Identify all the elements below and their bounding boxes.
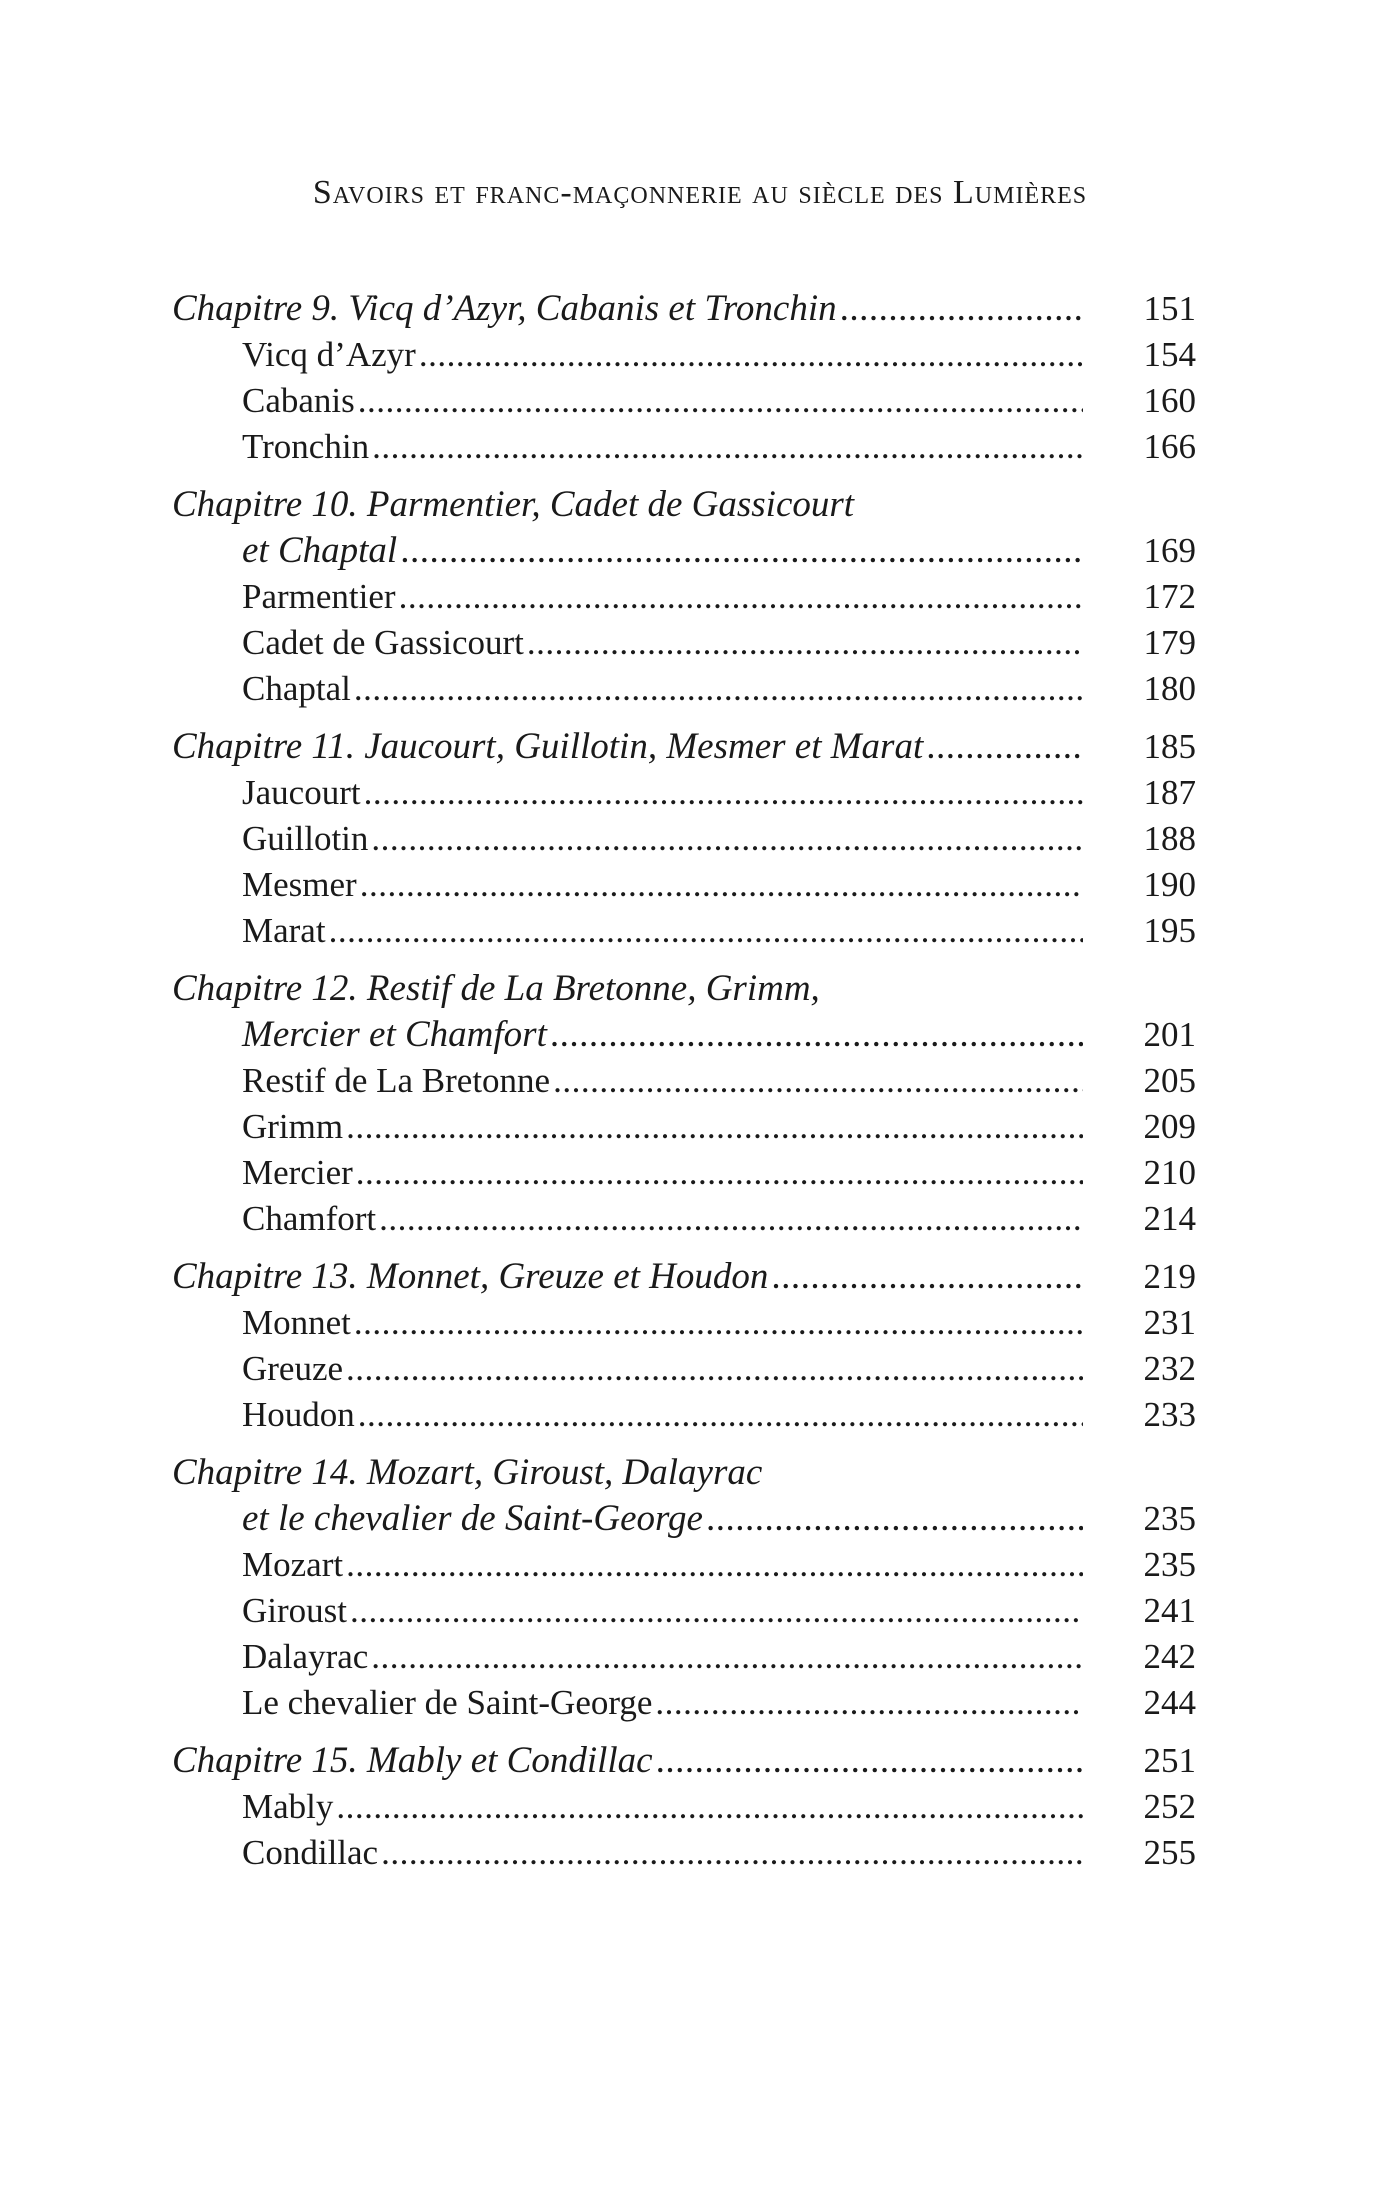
section-title: Mozart — [242, 1545, 344, 1584]
section-entry — [172, 1104, 1196, 1150]
section-page-number: 252 — [1143, 1787, 1196, 1826]
dot-leader — [419, 332, 1083, 378]
chapter-title-line — [172, 1254, 1196, 1300]
dot-leader — [379, 1196, 1083, 1242]
section-page-number: 244 — [1143, 1683, 1196, 1722]
dot-leader — [360, 862, 1083, 908]
dot-leader — [336, 1784, 1083, 1830]
section-title: Marat — [242, 911, 326, 950]
dot-leader — [354, 1300, 1083, 1346]
section-page-number: 179 — [1143, 623, 1196, 662]
section-entry — [172, 908, 1196, 954]
section-title: Monnet — [242, 1303, 351, 1342]
section-page-number: 188 — [1143, 819, 1196, 858]
chapter-entry — [172, 1738, 1196, 1876]
section-page-number: 231 — [1143, 1303, 1196, 1342]
section-entry — [172, 620, 1196, 666]
dot-leader — [926, 724, 1083, 770]
dot-leader — [350, 1588, 1083, 1634]
chapter-page-number: 169 — [1143, 531, 1196, 570]
section-page-number: 172 — [1143, 577, 1196, 616]
dot-leader — [346, 1104, 1083, 1150]
chapter-entry — [172, 724, 1196, 954]
chapter-page-number: 185 — [1143, 727, 1196, 766]
chapter-page-number: 219 — [1143, 1257, 1196, 1296]
dot-leader — [655, 1680, 1083, 1726]
section-title: Greuze — [242, 1349, 344, 1388]
section-entry — [172, 1784, 1196, 1830]
section-title: Le chevalier de Saint-George — [242, 1683, 653, 1722]
chapter-title-text: Chapitre 15. Mably et Condillac — [172, 1740, 653, 1781]
section-title: Condillac — [242, 1833, 379, 1872]
running-head: Savoirs et franc-maçonnerie au siècle des Lumières — [312, 174, 1088, 211]
section-title: Vicq d’Azyr — [242, 335, 416, 374]
dot-leader — [371, 816, 1083, 862]
chapter-title-text: et Chaptal — [242, 530, 398, 571]
section-page-number: 255 — [1143, 1833, 1196, 1872]
section-page-number: 154 — [1143, 335, 1196, 374]
section-page-number: 209 — [1143, 1107, 1196, 1146]
section-page-number: 241 — [1143, 1591, 1196, 1630]
dot-leader — [358, 1392, 1083, 1438]
dot-leader — [381, 1830, 1083, 1876]
dot-leader — [372, 424, 1083, 470]
section-title: Parmentier — [242, 577, 396, 616]
section-title: Cadet de Gassicourt — [242, 623, 524, 662]
chapter-page-number: 201 — [1143, 1015, 1196, 1054]
chapter-title-text: Mercier et Chamfort — [242, 1014, 547, 1055]
section-page-number: 233 — [1143, 1395, 1196, 1434]
section-page-number: 232 — [1143, 1349, 1196, 1388]
section-title: Giroust — [242, 1591, 347, 1630]
dot-leader — [550, 1012, 1083, 1058]
section-entry — [172, 1196, 1196, 1242]
dot-leader — [346, 1542, 1083, 1588]
section-title: Mably — [242, 1787, 334, 1826]
dot-leader — [329, 908, 1083, 954]
dot-leader — [840, 286, 1083, 332]
section-page-number: 242 — [1143, 1637, 1196, 1676]
chapter-title-line — [172, 966, 1196, 1012]
section-entry — [172, 378, 1196, 424]
section-title: Mesmer — [242, 865, 357, 904]
chapter-entry — [172, 966, 1196, 1242]
chapter-title-line — [172, 1450, 1196, 1496]
dot-leader — [553, 1058, 1083, 1104]
section-title: Chaptal — [242, 669, 351, 708]
table-of-contents — [172, 286, 1196, 1888]
chapter-title-text: Chapitre 13. Monnet, Greuze et Houdon — [172, 1256, 769, 1297]
dot-leader — [771, 1254, 1083, 1300]
dot-leader — [527, 620, 1083, 666]
section-page-number: 210 — [1143, 1153, 1196, 1192]
chapter-title-text: Chapitre 12. Restif de La Bretonne, Grimm, — [172, 968, 820, 1009]
section-title: Grimm — [242, 1107, 344, 1146]
section-page-number: 180 — [1143, 669, 1196, 708]
section-entry — [172, 424, 1196, 470]
chapter-page-number: 151 — [1143, 289, 1196, 328]
section-title: Dalayrac — [242, 1637, 369, 1676]
chapter-title-line — [172, 482, 1196, 528]
section-entry — [172, 770, 1196, 816]
dot-leader — [346, 1346, 1083, 1392]
section-title: Chamfort — [242, 1199, 377, 1238]
dot-leader — [399, 574, 1083, 620]
chapter-title-text: et le chevalier de Saint-George — [242, 1498, 703, 1539]
chapter-title-line — [172, 1738, 1196, 1784]
dot-leader — [656, 1738, 1083, 1784]
section-entry — [172, 666, 1196, 712]
section-title: Jaucourt — [242, 773, 361, 812]
section-title: Guillotin — [242, 819, 369, 858]
section-page-number: 195 — [1143, 911, 1196, 950]
section-entry — [172, 1634, 1196, 1680]
section-page-number: 160 — [1143, 381, 1196, 420]
section-entry — [172, 1680, 1196, 1726]
section-entry — [172, 332, 1196, 378]
section-page-number: 190 — [1143, 865, 1196, 904]
section-entry — [172, 1542, 1196, 1588]
chapter-title-text: Chapitre 14. Mozart, Giroust, Dalayrac — [172, 1452, 763, 1493]
section-page-number: 166 — [1143, 427, 1196, 466]
chapter-title-line — [172, 724, 1196, 770]
chapter-title-text: Chapitre 11. Jaucourt, Guillotin, Mesmer et Marat — [172, 726, 924, 767]
chapter-title-text: Chapitre 10. Parmentier, Cadet de Gassicourt — [172, 484, 855, 525]
dot-leader — [706, 1496, 1083, 1542]
dot-leader — [354, 666, 1083, 712]
section-entry — [172, 1830, 1196, 1876]
chapter-page-number: 235 — [1143, 1499, 1196, 1538]
chapter-title-line — [172, 286, 1196, 332]
section-page-number: 235 — [1143, 1545, 1196, 1584]
section-entry — [172, 1392, 1196, 1438]
section-title: Tronchin — [242, 427, 370, 466]
section-entry — [172, 1300, 1196, 1346]
chapter-entry — [172, 1254, 1196, 1438]
section-title: Cabanis — [242, 381, 355, 420]
section-entry — [172, 1346, 1196, 1392]
section-title: Houdon — [242, 1395, 355, 1434]
section-entry — [172, 1150, 1196, 1196]
section-entry — [172, 862, 1196, 908]
chapter-title-line — [172, 528, 1196, 574]
section-entry — [172, 574, 1196, 620]
section-entry — [172, 1058, 1196, 1104]
chapter-entry — [172, 1450, 1196, 1726]
chapter-page-number: 251 — [1143, 1741, 1196, 1780]
dot-leader — [358, 378, 1083, 424]
chapter-title-line — [172, 1012, 1196, 1058]
dot-leader — [371, 1634, 1083, 1680]
section-entry — [172, 1588, 1196, 1634]
chapter-title-line — [172, 1496, 1196, 1542]
chapter-entry — [172, 482, 1196, 712]
section-page-number: 205 — [1143, 1061, 1196, 1100]
dot-leader — [356, 1150, 1083, 1196]
dot-leader — [364, 770, 1083, 816]
section-page-number: 187 — [1143, 773, 1196, 812]
chapter-title-text: Chapitre 9. Vicq d’Azyr, Cabanis et Tronchin — [172, 288, 837, 329]
chapter-entry — [172, 286, 1196, 470]
section-page-number: 214 — [1143, 1199, 1196, 1238]
section-title: Restif de La Bretonne — [242, 1061, 551, 1100]
section-entry — [172, 816, 1196, 862]
dot-leader — [400, 528, 1083, 574]
section-title: Mercier — [242, 1153, 353, 1192]
